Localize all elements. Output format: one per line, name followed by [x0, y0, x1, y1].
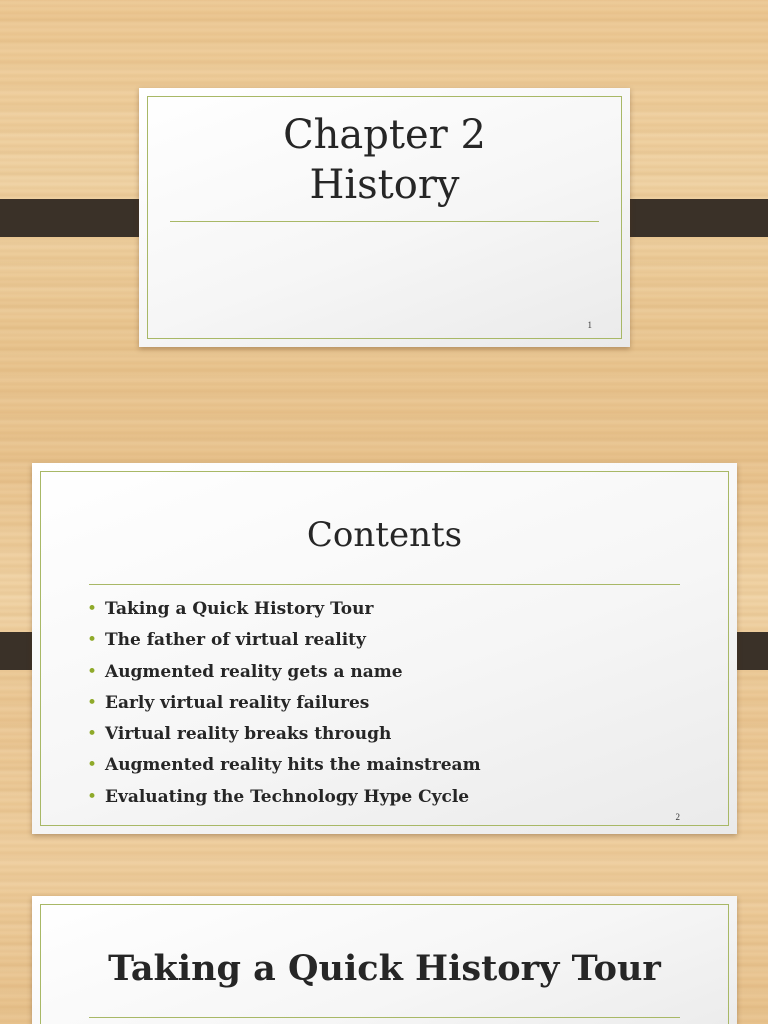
- list-item: [87, 657, 481, 688]
- bullet-icon: •: [87, 599, 98, 619]
- list-item: [87, 719, 481, 750]
- slide-3[interactable]: [32, 896, 737, 1024]
- list-item-label: Virtual reality breaks through: [105, 724, 392, 745]
- title-line-1: Chapter 2: [283, 112, 486, 158]
- list-item: [87, 750, 481, 781]
- list-item-label: Taking a Quick History Tour: [105, 599, 374, 619]
- list-item-label: Augmented reality hits the mainstream: [105, 755, 481, 776]
- bullet-icon: •: [87, 661, 98, 682]
- list-item: [87, 625, 481, 656]
- list-item: [87, 594, 481, 625]
- slide-title: Taking a Quick History Tour: [108, 948, 661, 989]
- list-item: [87, 782, 481, 813]
- slide-title: [139, 110, 630, 210]
- list-item-label: Augmented reality gets a name: [105, 661, 403, 682]
- page-number: 2: [675, 812, 680, 822]
- title-divider: [89, 1017, 680, 1018]
- slide-1[interactable]: [139, 88, 630, 347]
- bullet-icon: •: [87, 724, 98, 745]
- decorative-bar-left-1: [0, 199, 155, 237]
- decorative-bar-right-1: [613, 199, 768, 237]
- title-divider: [89, 584, 680, 585]
- list-item: [87, 688, 481, 719]
- page-number: 1: [587, 320, 592, 330]
- bullet-icon: •: [87, 755, 98, 776]
- slide-title: Contents: [306, 515, 463, 555]
- contents-list: [87, 594, 481, 813]
- slide-2[interactable]: [32, 463, 737, 834]
- title-divider: [170, 221, 599, 222]
- bullet-icon: •: [87, 692, 98, 713]
- bullet-icon: •: [87, 786, 98, 807]
- list-item-label: The father of virtual reality: [105, 630, 366, 651]
- title-line-2: History: [309, 162, 460, 208]
- list-item-label: Early virtual reality failures: [105, 692, 370, 713]
- bullet-icon: •: [87, 630, 98, 651]
- list-item-label: Evaluating the Technology Hype Cycle: [105, 786, 470, 807]
